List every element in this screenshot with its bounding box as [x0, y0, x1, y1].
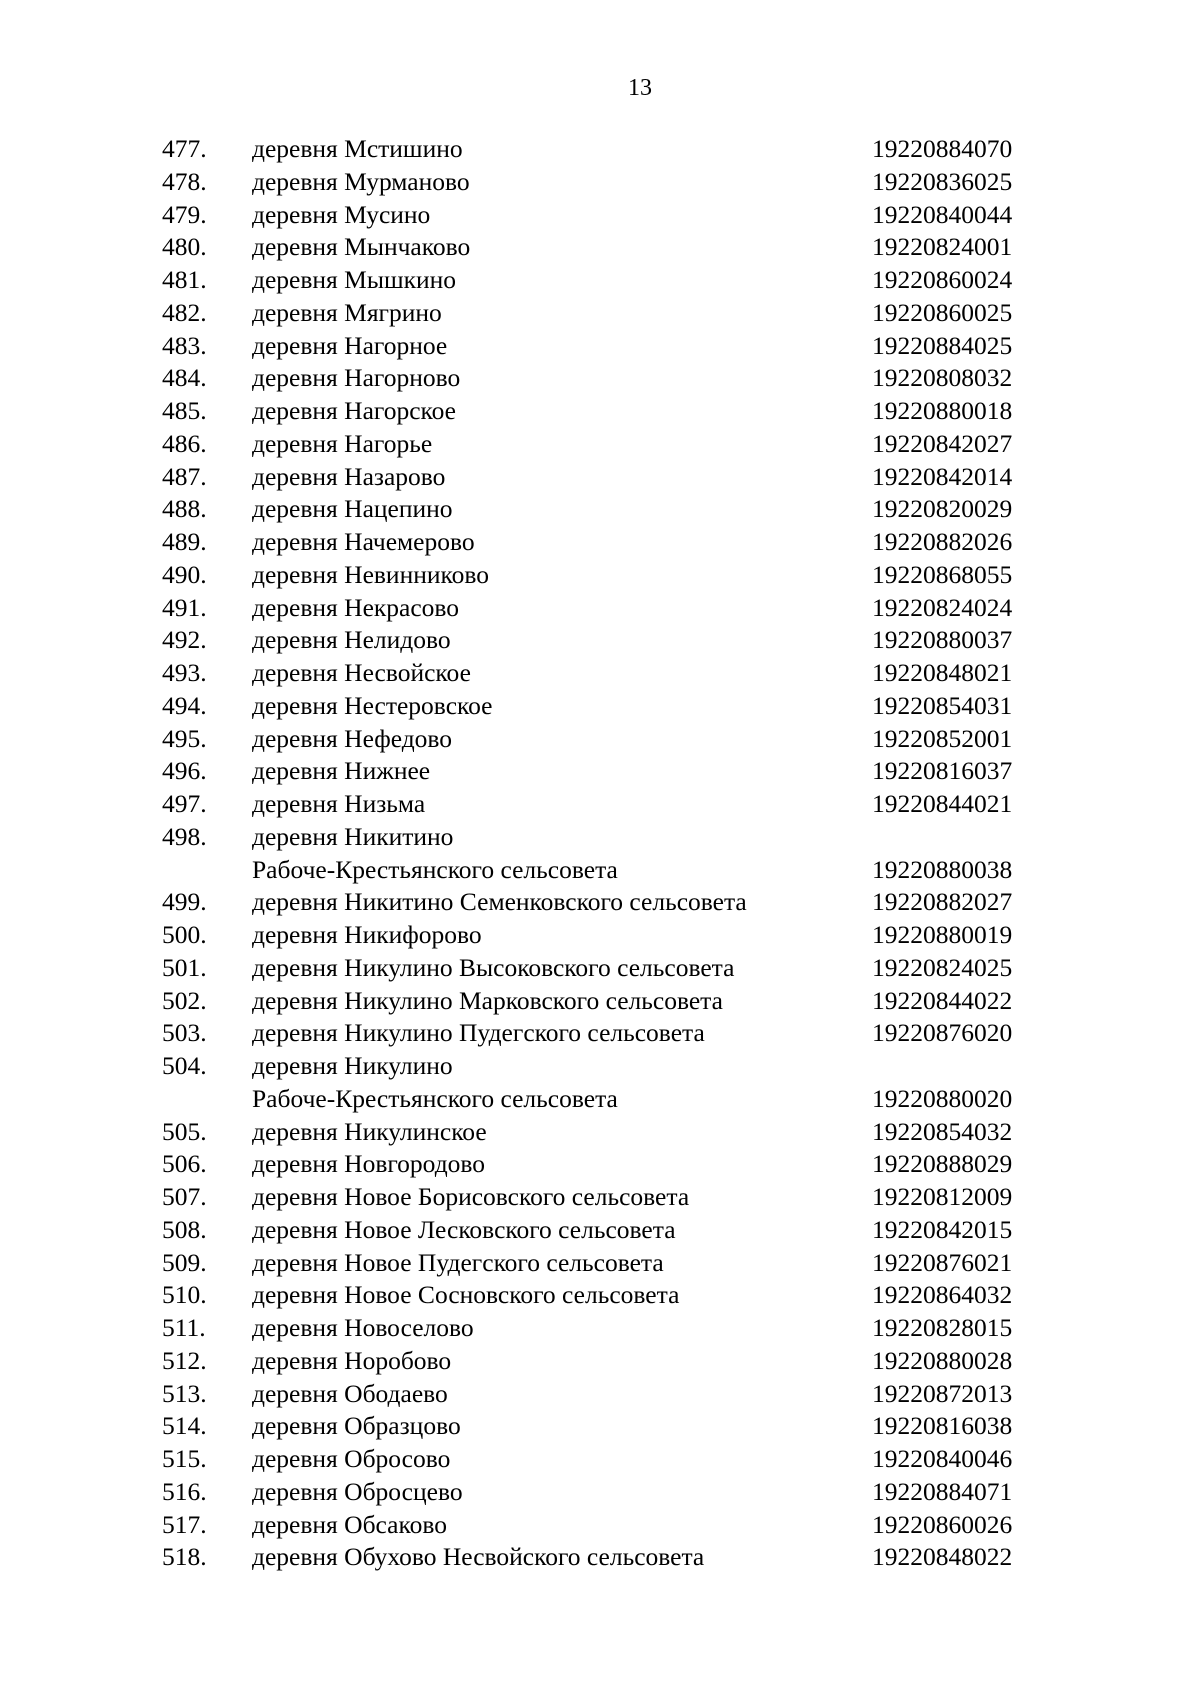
okato-code: 19220828015	[872, 1313, 1013, 1342]
item-number: 490.	[162, 559, 207, 589]
okato-code: 19220848021	[872, 658, 1013, 687]
okato-code: 19220836025	[872, 166, 1013, 196]
list-item	[0, 592, 1200, 625]
okato-code: 19220864032	[872, 1280, 1013, 1310]
okato-code: 19220880018	[872, 396, 1013, 425]
list-item	[0, 1116, 1200, 1149]
settlement-name: деревня Обросово	[252, 1444, 451, 1473]
item-number: 497.	[162, 789, 207, 818]
item-number: 517.	[162, 1509, 207, 1539]
settlement-name: деревня Мусино	[252, 199, 431, 229]
okato-code: 19220860025	[872, 297, 1013, 327]
settlement-name: деревня Никитино Семенковского сельсовета	[252, 887, 747, 917]
item-number: 486.	[162, 428, 207, 458]
list-item	[0, 264, 1200, 297]
settlement-name: деревня Назарово	[252, 461, 446, 491]
item-number: 505.	[162, 1116, 207, 1146]
list-item	[0, 1181, 1200, 1214]
item-number: 502.	[162, 985, 207, 1015]
okato-code: 19220844021	[872, 789, 1013, 818]
list-item	[0, 1541, 1200, 1574]
item-number: 499.	[162, 887, 207, 917]
list-item	[0, 952, 1200, 985]
settlement-name: деревня Невинниково	[252, 559, 489, 589]
okato-code: 19220868055	[872, 559, 1013, 589]
list-item	[0, 624, 1200, 657]
okato-code: 19220860026	[872, 1509, 1013, 1539]
list-item	[0, 559, 1200, 592]
okato-code: 19220852001	[872, 723, 1013, 753]
okato-code: 19220854032	[872, 1116, 1013, 1146]
settlement-name: деревня Ободаево	[252, 1378, 448, 1408]
okato-code: 19220880028	[872, 1345, 1013, 1375]
okato-code: 19220824025	[872, 952, 1013, 982]
list-item	[0, 395, 1200, 428]
item-number: 507.	[162, 1182, 207, 1211]
settlement-name: деревня Нагорское	[252, 396, 456, 425]
okato-code: 19220876021	[872, 1247, 1013, 1277]
item-number: 478.	[162, 166, 207, 196]
okato-code: 19220872013	[872, 1378, 1013, 1408]
page-number: 13	[628, 75, 652, 101]
settlement-name: деревня Никулино Высоковского сельсовета	[252, 952, 735, 982]
okato-code: 19220884070	[872, 134, 1013, 163]
list-item	[0, 1476, 1200, 1509]
item-number: 494.	[162, 690, 207, 720]
settlement-name: деревня Нелидово	[252, 625, 451, 655]
list-item	[0, 297, 1200, 330]
list-item	[0, 1148, 1200, 1181]
list-item	[0, 362, 1200, 395]
item-number: 481.	[162, 265, 207, 294]
list-item	[0, 1345, 1200, 1378]
okato-code: 19220812009	[872, 1182, 1013, 1211]
okato-code: 19220888029	[872, 1149, 1013, 1179]
list-item	[0, 690, 1200, 723]
okato-code: 19220808032	[872, 363, 1013, 393]
item-number: 483.	[162, 330, 207, 360]
item-number: 493.	[162, 658, 207, 687]
item-number: 515.	[162, 1444, 207, 1473]
settlement-name: деревня Новоселово	[252, 1313, 474, 1342]
okato-code: 19220854031	[872, 690, 1013, 720]
list-item	[0, 1214, 1200, 1247]
item-number: 491.	[162, 592, 207, 622]
settlement-name: деревня Никулино Пудегского сельсовета	[252, 1018, 705, 1048]
settlement-name: деревня Мынчаково	[252, 232, 471, 262]
list-item	[0, 723, 1200, 756]
okato-code: 19220882027	[872, 887, 1013, 917]
item-number: 500.	[162, 920, 207, 949]
settlement-name: деревня Обросцево	[252, 1476, 463, 1506]
settlement-name: деревня Никулинское	[252, 1116, 487, 1146]
list-item	[0, 886, 1200, 919]
okato-code: 19220884025	[872, 330, 1013, 360]
settlement-name: Рабоче-Крестьянского сельсовета	[252, 854, 618, 884]
item-number: 516.	[162, 1476, 207, 1506]
okato-code: 19220880038	[872, 854, 1013, 884]
item-number: 504.	[162, 1051, 207, 1080]
okato-code: 19220848022	[872, 1542, 1013, 1572]
okato-code: 19220882026	[872, 527, 1013, 556]
list-item	[0, 657, 1200, 690]
settlement-name: деревня Никулино	[252, 1051, 453, 1080]
item-number: 487.	[162, 461, 207, 491]
settlement-name: деревня Некрасово	[252, 592, 460, 622]
settlement-name: деревня Нагорное	[252, 330, 448, 360]
item-number: 482.	[162, 297, 207, 327]
okato-code: 19220876020	[872, 1018, 1013, 1048]
item-number: 506.	[162, 1149, 207, 1179]
list-item	[0, 428, 1200, 461]
item-number: 495.	[162, 723, 207, 753]
okato-code: 19220842014	[872, 461, 1013, 491]
list-item	[0, 788, 1200, 821]
okato-code: 19220880037	[872, 625, 1013, 655]
settlement-name: деревня Образцово	[252, 1411, 461, 1441]
okato-code: 19220842015	[872, 1214, 1013, 1244]
okato-code: 19220880020	[872, 1083, 1013, 1113]
settlement-name: деревня Нестеровское	[252, 690, 493, 720]
list-item	[0, 1279, 1200, 1312]
item-number: 513.	[162, 1378, 207, 1408]
okato-code: 19220816037	[872, 756, 1013, 786]
settlement-name: деревня Новгородово	[252, 1149, 486, 1179]
settlement-name: деревня Новое Сосновского сельсовета	[252, 1280, 680, 1310]
list-item	[0, 461, 1200, 494]
list-item	[0, 493, 1200, 526]
list-item	[0, 199, 1200, 232]
settlement-name: деревня Никулино Марковского сельсовета	[252, 985, 723, 1015]
settlement-name: деревня Обсаково	[252, 1509, 447, 1539]
list-item	[0, 1443, 1200, 1476]
settlement-name: деревня Нагорново	[252, 363, 461, 393]
okato-code: 19220842027	[872, 428, 1013, 458]
list-item	[0, 755, 1200, 788]
list-item	[0, 821, 1200, 854]
item-number: 496.	[162, 756, 207, 786]
item-number: 511.	[162, 1313, 206, 1342]
list-item	[0, 1378, 1200, 1411]
settlement-name: деревня Нагорье	[252, 428, 433, 458]
settlement-name: деревня Норобово	[252, 1345, 452, 1375]
item-number: 510.	[162, 1280, 207, 1310]
item-number: 479.	[162, 199, 207, 229]
settlement-name: деревня Нацепино	[252, 494, 453, 524]
list-item	[0, 919, 1200, 952]
okato-code: 19220820029	[872, 494, 1013, 524]
list-item	[0, 133, 1200, 166]
settlement-name: деревня Новое Пудегского сельсовета	[252, 1247, 664, 1277]
settlement-list	[0, 133, 1200, 1574]
item-number: 477.	[162, 134, 207, 163]
settlement-name: деревня Мурманово	[252, 166, 470, 196]
item-number: 492.	[162, 625, 207, 655]
list-item	[0, 231, 1200, 264]
item-number: 514.	[162, 1411, 207, 1441]
item-number: 518.	[162, 1542, 207, 1572]
item-number: 489.	[162, 527, 207, 556]
settlement-name: деревня Низьма	[252, 789, 426, 818]
okato-code: 19220840044	[872, 199, 1013, 229]
list-item	[0, 330, 1200, 363]
settlement-name: деревня Нефедово	[252, 723, 453, 753]
okato-code: 19220844022	[872, 985, 1013, 1015]
settlement-name: деревня Мстишино	[252, 134, 463, 163]
item-number: 484.	[162, 363, 207, 393]
list-item	[0, 1017, 1200, 1050]
settlement-name: деревня Никитино	[252, 821, 454, 851]
item-number: 498.	[162, 821, 207, 851]
list-item	[0, 166, 1200, 199]
item-number: 485.	[162, 396, 207, 425]
settlement-name: деревня Обухово Несвойского сельсовета	[252, 1542, 705, 1572]
item-number: 509.	[162, 1247, 207, 1277]
item-number: 501.	[162, 952, 207, 982]
list-item	[0, 1247, 1200, 1280]
settlement-name: деревня Мышкино	[252, 265, 457, 294]
settlement-name: деревня Несвойское	[252, 658, 471, 687]
list-item	[0, 1083, 1200, 1116]
settlement-name: деревня Новое Борисовского сельсовета	[252, 1182, 690, 1211]
list-item	[0, 1050, 1200, 1083]
item-number: 503.	[162, 1018, 207, 1048]
okato-code: 19220824001	[872, 232, 1013, 262]
okato-code: 19220880019	[872, 920, 1013, 949]
list-item	[0, 985, 1200, 1018]
list-item	[0, 854, 1200, 887]
list-item	[0, 1410, 1200, 1443]
okato-code: 19220884071	[872, 1476, 1013, 1506]
okato-code: 19220824024	[872, 592, 1013, 622]
item-number: 508.	[162, 1214, 207, 1244]
okato-code: 19220816038	[872, 1411, 1013, 1441]
list-item	[0, 1312, 1200, 1345]
okato-code: 19220840046	[872, 1444, 1013, 1473]
item-number: 480.	[162, 232, 207, 262]
item-number: 488.	[162, 494, 207, 524]
settlement-name: деревня Новое Лесковского сельсовета	[252, 1214, 676, 1244]
settlement-name: деревня Нижнее	[252, 756, 431, 786]
settlement-name: деревня Мягрино	[252, 297, 442, 327]
list-item	[0, 526, 1200, 559]
settlement-name: деревня Никифорово	[252, 920, 482, 949]
item-number: 512.	[162, 1345, 207, 1375]
settlement-name: деревня Начемерово	[252, 527, 475, 556]
okato-code: 19220860024	[872, 265, 1013, 294]
list-item	[0, 1509, 1200, 1542]
settlement-name: Рабоче-Крестьянского сельсовета	[252, 1083, 618, 1113]
